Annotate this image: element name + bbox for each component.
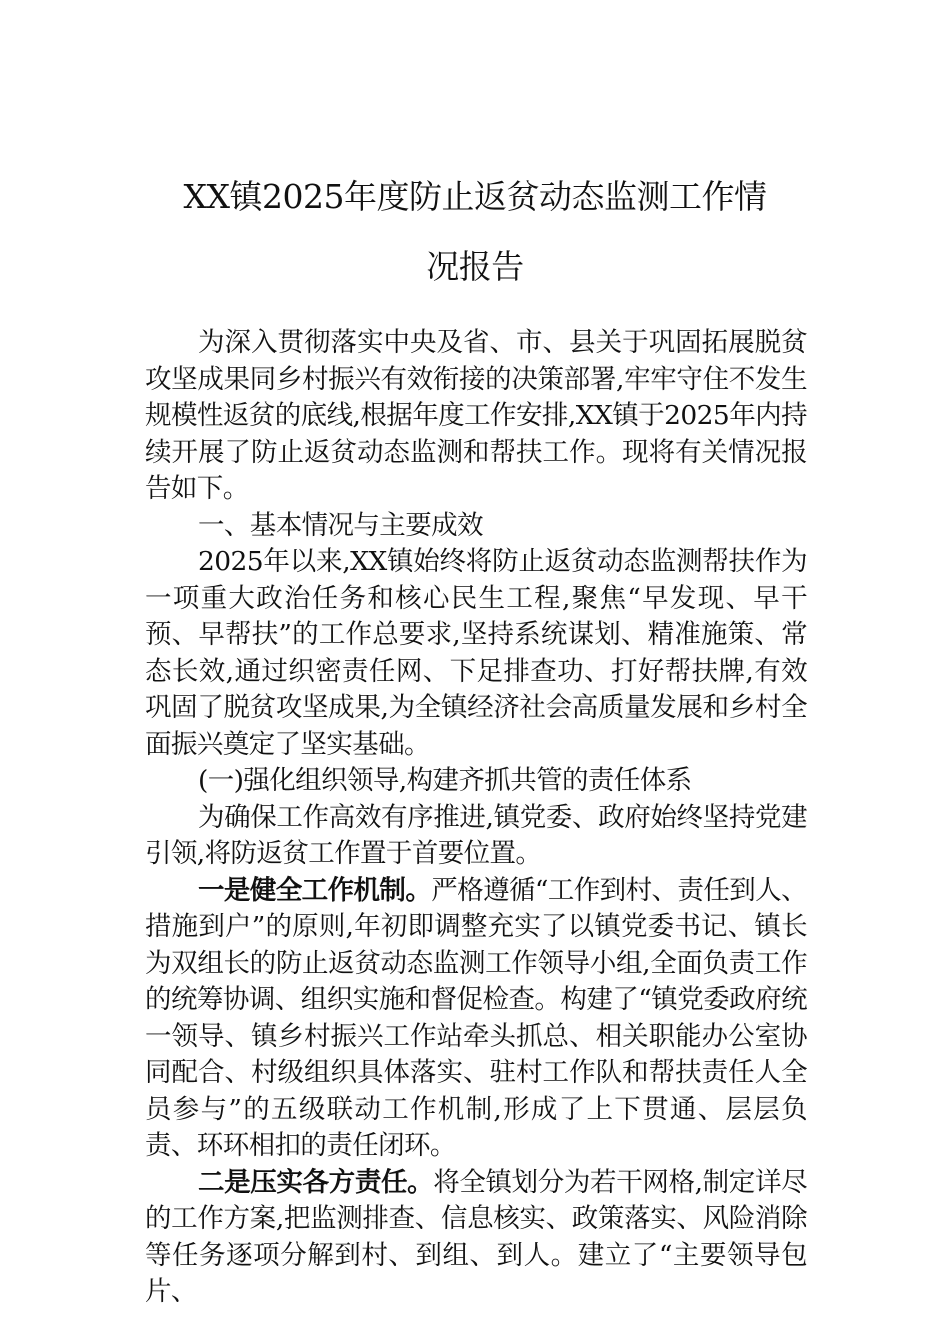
document-title [120,162,830,302]
document-body [145,325,807,1311]
intro-paragraph: 为深入贯彻落实中央及省、市、县关于巩固拓展脱贫攻坚成果同乡村振兴有效衔接的决策部署,牢牢守住不发生规模性返贫的底线,根据年度工作安排,XX镇于2025年内持续开展了防止返贫动态监测和帮扶工作。现将有关情况报告如下。 [145,327,807,504]
mechanism-text: 严格遵循“工作到村、责任到人、措施到户”的原则,年初即调整充实了以镇党委书记、镇长为双组长的防止返贫动态监测工作领导小组,全面负责工作的统筹协调、组织实施和督促检查。构建了“镇党委政府统一领导、镇乡村振兴工作站牵头抓总、相关职能办公室协同配合、村级组织具体落实、驻村工作队和帮扶责任人全员参与”的五级联动工作机制,形成了上下贯通、层层负责、环环相扣的责任闭环。 [145,874,807,1161]
mechanism-lead: 一是健全工作机制。 [198,874,432,906]
title-line-1: XX镇2025年度防止返贫动态监测工作情 [183,177,767,216]
subsection-intro-paragraph: 为确保工作高效有序推进,镇党委、政府始终坚持党建引领,将防返贫工作置于首要位置。 [145,801,807,869]
responsibility-text: 将全镇划分为若干网格,制定详尽的工作方案,把监测排查、信息核实、政策落实、风险消除等任务逐项分解到村、到组、到人。建立了“主要领导包片、 [145,1166,807,1307]
section-heading-1: 一、基本情况与主要成效 [198,509,483,541]
responsibility-lead: 二是压实各方责任。 [198,1166,434,1198]
subsection-heading-1: (一)强化组织领导,构建齐抓共管的责任体系 [198,765,692,796]
title-line-2: 况报告 [426,247,524,286]
summary-paragraph: 2025年以来,XX镇始终将防止返贫动态监测帮扶作为一项重大政治任务和核心民生工程,聚焦“早发现、早干预、早帮扶”的工作总要求,坚持系统谋划、精准施策、常态长效,通过织密责任网、下足排查功、打好帮扶牌,有效巩固了脱贫攻坚成果,为全镇经济社会高质量发展和乡村全面振兴奠定了坚实基础。 [145,546,807,760]
mechanism-paragraph [145,873,807,1165]
responsibility-paragraph [145,1165,807,1311]
